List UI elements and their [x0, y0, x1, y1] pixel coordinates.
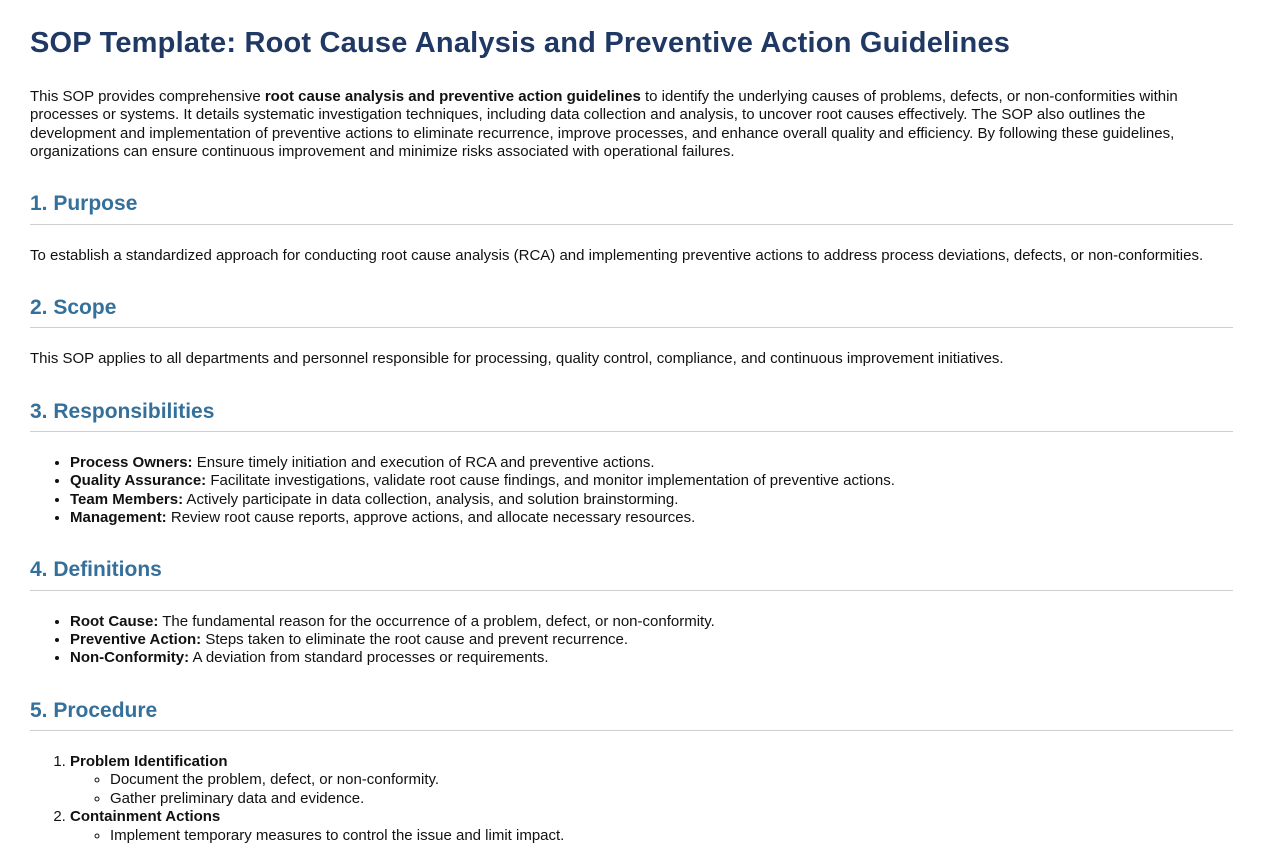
section-scope — [30, 295, 1233, 369]
list-item-term: Process Owners: — [70, 453, 193, 471]
scope-paragraph: This SOP applies to all departments and personnel responsible for processing, quality control, compliance, and continuous improvement initiatives. — [30, 350, 1004, 368]
list-item-term: Team Members: — [70, 490, 184, 508]
list-item-term: Quality Assurance: — [70, 472, 207, 490]
list-item — [70, 509, 1233, 527]
procedure-substeps — [70, 827, 1233, 845]
purpose-paragraph: To establish a standardized approach for conducting root cause analysis (RCA) and implementing preventive actions to address process deviations, defects, or non-conformities. — [30, 246, 1204, 264]
intro-text-post: to identify the underlying causes of problems, defects, or non-conformities within processes or systems. It details systematic investigation techniques, including data collection and analysis, to uncover root causes effectively. The SOP also outlines the development and implementation of preventive actions to eliminate recurrence, improve processes, and enhance overall quality and efficiency. By following these guidelines, organizations can ensure continuous improvement and minimize risks associated with operational failures. — [30, 87, 1178, 161]
list-item — [70, 472, 1233, 490]
intro-paragraph — [30, 88, 1233, 162]
definitions-list — [30, 613, 1233, 668]
list-item-desc: Steps taken to eliminate the root cause and prevent recurrence. — [201, 631, 629, 649]
procedure-step — [70, 753, 1233, 808]
list-item — [70, 491, 1233, 509]
procedure-step-title: Containment Actions — [70, 808, 221, 826]
section-heading-responsibilities: 3. Responsibilities — [30, 399, 1233, 432]
list-item-term: Non-Conformity: — [70, 649, 190, 667]
section-heading-scope: 2. Scope — [30, 295, 1233, 328]
list-item-desc: Ensure timely initiation and execution of RCA and preventive actions. — [192, 453, 655, 471]
list-item-term: Management: — [70, 509, 167, 527]
procedure-substep: ◦ Implement temporary measures to control the issue and limit impact. — [110, 827, 1233, 845]
list-item — [70, 631, 1233, 649]
section-purpose — [30, 191, 1233, 265]
list-item — [70, 454, 1233, 472]
section-heading-definitions: 4. Definitions — [30, 557, 1233, 590]
intro-text-pre: This SOP provides comprehensive — [30, 87, 265, 105]
section-definitions — [30, 557, 1233, 667]
section-heading-procedure: 5. Procedure — [30, 698, 1233, 731]
list-item — [70, 649, 1233, 667]
procedure-step — [70, 808, 1233, 845]
list-item-desc: Facilitate investigations, validate root cause findings, and monitor implementation of preventive actions. — [206, 472, 895, 490]
procedure-step-title: Problem Identification — [70, 753, 228, 771]
procedure-steps — [30, 753, 1233, 845]
list-item-desc: Review root cause reports, approve actions, and allocate necessary resources. — [166, 509, 696, 527]
procedure-substeps — [70, 771, 1233, 808]
list-item-term: Root Cause: — [70, 612, 159, 630]
intro-bold-phrase: root cause analysis and preventive action guidelines — [264, 87, 641, 105]
sop-document — [0, 26, 1263, 845]
section-heading-purpose: 1. Purpose — [30, 191, 1233, 224]
section-procedure — [30, 698, 1233, 845]
list-item-desc: The fundamental reason for the occurrence of a problem, defect, or non-conformity. — [158, 612, 715, 630]
list-item — [70, 613, 1233, 631]
list-item-desc: Actively participate in data collection, analysis, and solution brainstorming. — [183, 490, 679, 508]
procedure-substep: ◦ Gather preliminary data and evidence. — [110, 790, 1233, 808]
section-responsibilities — [30, 399, 1233, 528]
list-item-desc: A deviation from standard processes or requirements. — [189, 649, 549, 667]
list-item-term: Preventive Action: — [70, 631, 202, 649]
responsibilities-list — [30, 454, 1233, 528]
procedure-substep: ◦ Document the problem, defect, or non-conformity. — [110, 771, 1233, 789]
page-title: SOP Template: Root Cause Analysis and Preventive Action Guidelines — [30, 27, 1011, 59]
